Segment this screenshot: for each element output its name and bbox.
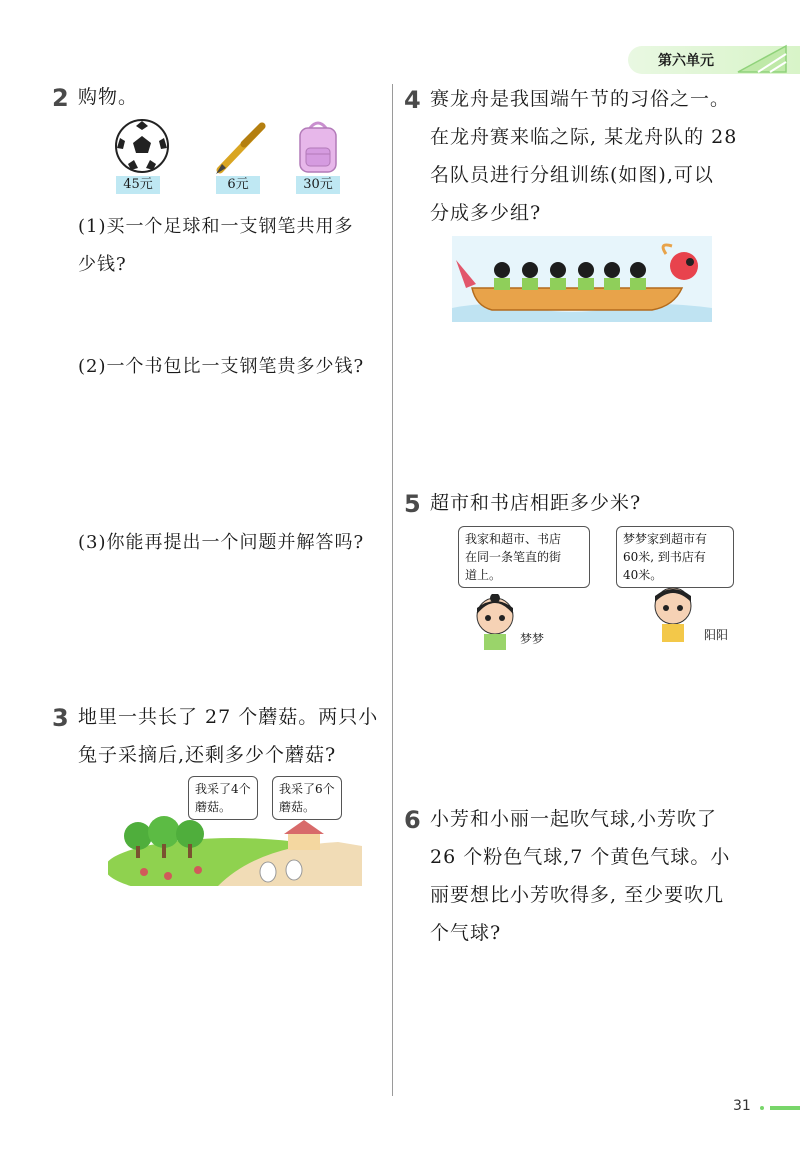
speech-bubble-yangyang: 梦梦家到超市有 60米, 到书店有 40米。 [616, 526, 734, 588]
dragon-boat-illustration [452, 236, 712, 322]
speech-bubble-rabbit-2: 我采了6个 蘑菇。 [272, 776, 342, 820]
q6-line1: 小芳和小丽一起吹气球,小芳吹了 [430, 808, 718, 830]
pen-icon [210, 120, 270, 176]
question-number-3: 3 [52, 704, 69, 732]
boy-yangyang-illustration [650, 584, 696, 644]
q4-line2: 在龙舟赛来临之际, 某龙舟队的 28 [430, 126, 738, 148]
q3-line2: 兔子采摘后,还剩多少个蘑菇? [78, 744, 337, 766]
page-number: 31 [733, 1098, 751, 1114]
price-tag-pen: 6元 [216, 176, 260, 194]
name-label-mengmeng: 梦梦 [520, 632, 545, 646]
q4-line3: 名队员进行分组训练(如图),可以 [430, 164, 714, 186]
speech-bubble-mengmeng: 我家和超市、书店 在同一条笔直的街 道上。 [458, 526, 590, 588]
soccer-ball-icon [114, 118, 170, 174]
q2-sub1-line2: 少钱? [78, 254, 127, 275]
q2-sub3: (3)你能再提出一个问题并解答吗? [78, 532, 365, 553]
unit-title: 第六单元 [658, 53, 714, 69]
q5-title: 超市和书店相距多少米? [430, 492, 642, 514]
question-number-4: 4 [404, 86, 421, 114]
girl-mengmeng-illustration [472, 594, 518, 652]
backpack-icon [294, 118, 342, 176]
page-number-bar [770, 1106, 800, 1110]
q2-sub1-line1: (1)买一个足球和一支钢笔共用多 [78, 216, 354, 237]
question-number-5: 5 [404, 490, 421, 518]
name-label-yangyang: 阳阳 [704, 628, 729, 642]
column-divider [392, 84, 393, 1096]
q4-line4: 分成多少组? [430, 202, 542, 224]
q2-title: 购物。 [78, 86, 139, 108]
q4-line1: 赛龙舟是我国端午节的习俗之一。 [430, 88, 731, 110]
speech-bubble-rabbit-1: 我采了4个 蘑菇。 [188, 776, 258, 820]
question-number-6: 6 [404, 806, 421, 834]
q6-line4: 个气球? [430, 922, 502, 944]
q6-line3: 丽要想比小芳吹得多, 至少要吹几 [430, 884, 725, 906]
q6-line2: 26 个粉色气球,7 个黄色气球。小 [430, 846, 731, 868]
q2-sub2: (2)一个书包比一支钢笔贵多少钱? [78, 356, 365, 377]
page-number-dot [760, 1106, 764, 1110]
ruler-triangle-icon [730, 40, 796, 76]
price-tag-backpack: 30元 [296, 176, 340, 194]
price-tag-soccer-ball: 45元 [116, 176, 160, 194]
question-number-2: 2 [52, 84, 69, 112]
q3-line1: 地里一共长了 27 个蘑菇。两只小 [78, 706, 379, 728]
